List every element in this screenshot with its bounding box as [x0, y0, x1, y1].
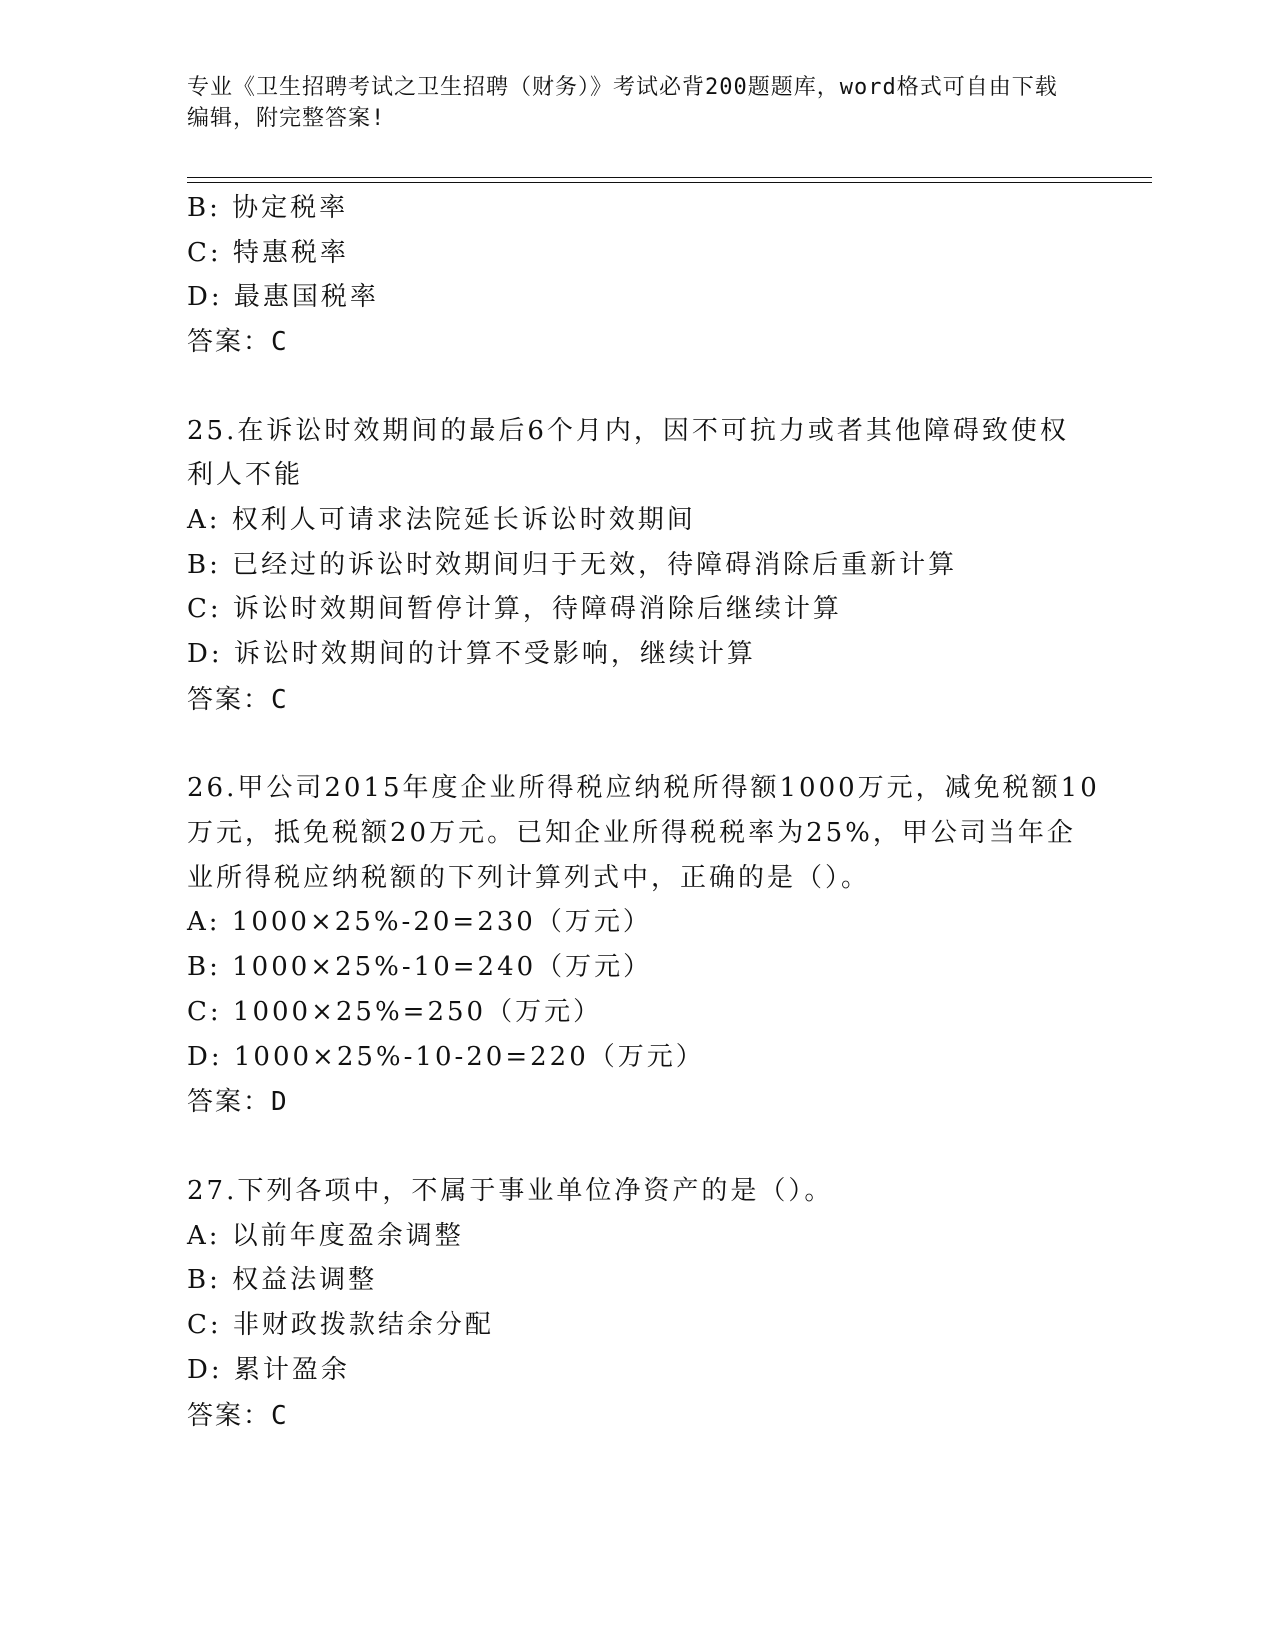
- q27-option-c: C: 非财政拨款结余分配: [187, 1310, 494, 1340]
- answer-label: 答案：: [187, 685, 272, 715]
- q26-option-a: A: 1000×25%-20=230（万元）: [187, 907, 652, 937]
- q25-stem-line-2: 利人不能: [187, 460, 304, 490]
- q26-answer: [187, 1086, 288, 1118]
- document-header: 专业《卫生招聘考试之卫生招聘（财务）》考试必背200题题库，word格式可自由下载编辑，附完整答案!: [187, 75, 1058, 131]
- q25-answer: [187, 684, 288, 716]
- answer-value: C: [271, 685, 288, 715]
- q24-option-d: D: 最惠国税率: [187, 282, 379, 312]
- answer-value: D: [271, 1087, 288, 1117]
- q26-option-c: C: 1000×25%=250（万元）: [187, 997, 603, 1027]
- q25-option-d: D: 诉讼时效期间的计算不受影响，继续计算: [187, 639, 756, 669]
- answer-value: C: [271, 327, 288, 357]
- q25-option-c: C: 诉讼时效期间暂停计算，待障碍消除后继续计算: [187, 594, 842, 624]
- q25-stem-line-1: 25.在诉讼时效期间的最后6个月内，因不可抗力或者其他障碍致使权: [187, 416, 1069, 446]
- q26-stem-line-2: 万元，抵免税额20万元。已知企业所得税税率为25%，甲公司当年企: [187, 818, 1076, 848]
- q26-stem-line-3: 业所得税应纳税额的下列计算列式中，正确的是（）。: [187, 863, 871, 893]
- answer-label: 答案：: [187, 327, 272, 357]
- q24-option-c: C: 特惠税率: [187, 238, 349, 268]
- q27-stem-line-1: 27.下列各项中，不属于事业单位净资产的是（）。: [187, 1176, 834, 1206]
- q24-option-b: B: 协定税率: [187, 193, 349, 223]
- header-rule-top: [187, 177, 1152, 178]
- q26-option-b: B: 1000×25%-10=240（万元）: [187, 952, 653, 982]
- header-rule-bottom: [187, 182, 1152, 183]
- answer-label: 答案：: [187, 1401, 272, 1431]
- q24-answer: [187, 326, 288, 358]
- q26-stem-line-1: 26.甲公司2015年度企业所得税应纳税所得额1000万元，减免税额10: [187, 773, 1100, 803]
- q25-option-b: B: 已经过的诉讼时效期间归于无效，待障碍消除后重新计算: [187, 550, 958, 580]
- answer-value: C: [271, 1401, 288, 1431]
- q27-option-d: D: 累计盈余: [187, 1355, 350, 1385]
- q26-option-d: D: 1000×25%-10-20=220（万元）: [187, 1042, 705, 1072]
- answer-label: 答案：: [187, 1087, 272, 1117]
- q27-option-a: A: 以前年度盈余调整: [187, 1221, 464, 1251]
- q27-answer: [187, 1400, 288, 1432]
- q25-option-a: A: 权利人可请求法院延长诉讼时效期间: [187, 505, 696, 535]
- q27-option-b: B: 权益法调整: [187, 1265, 378, 1295]
